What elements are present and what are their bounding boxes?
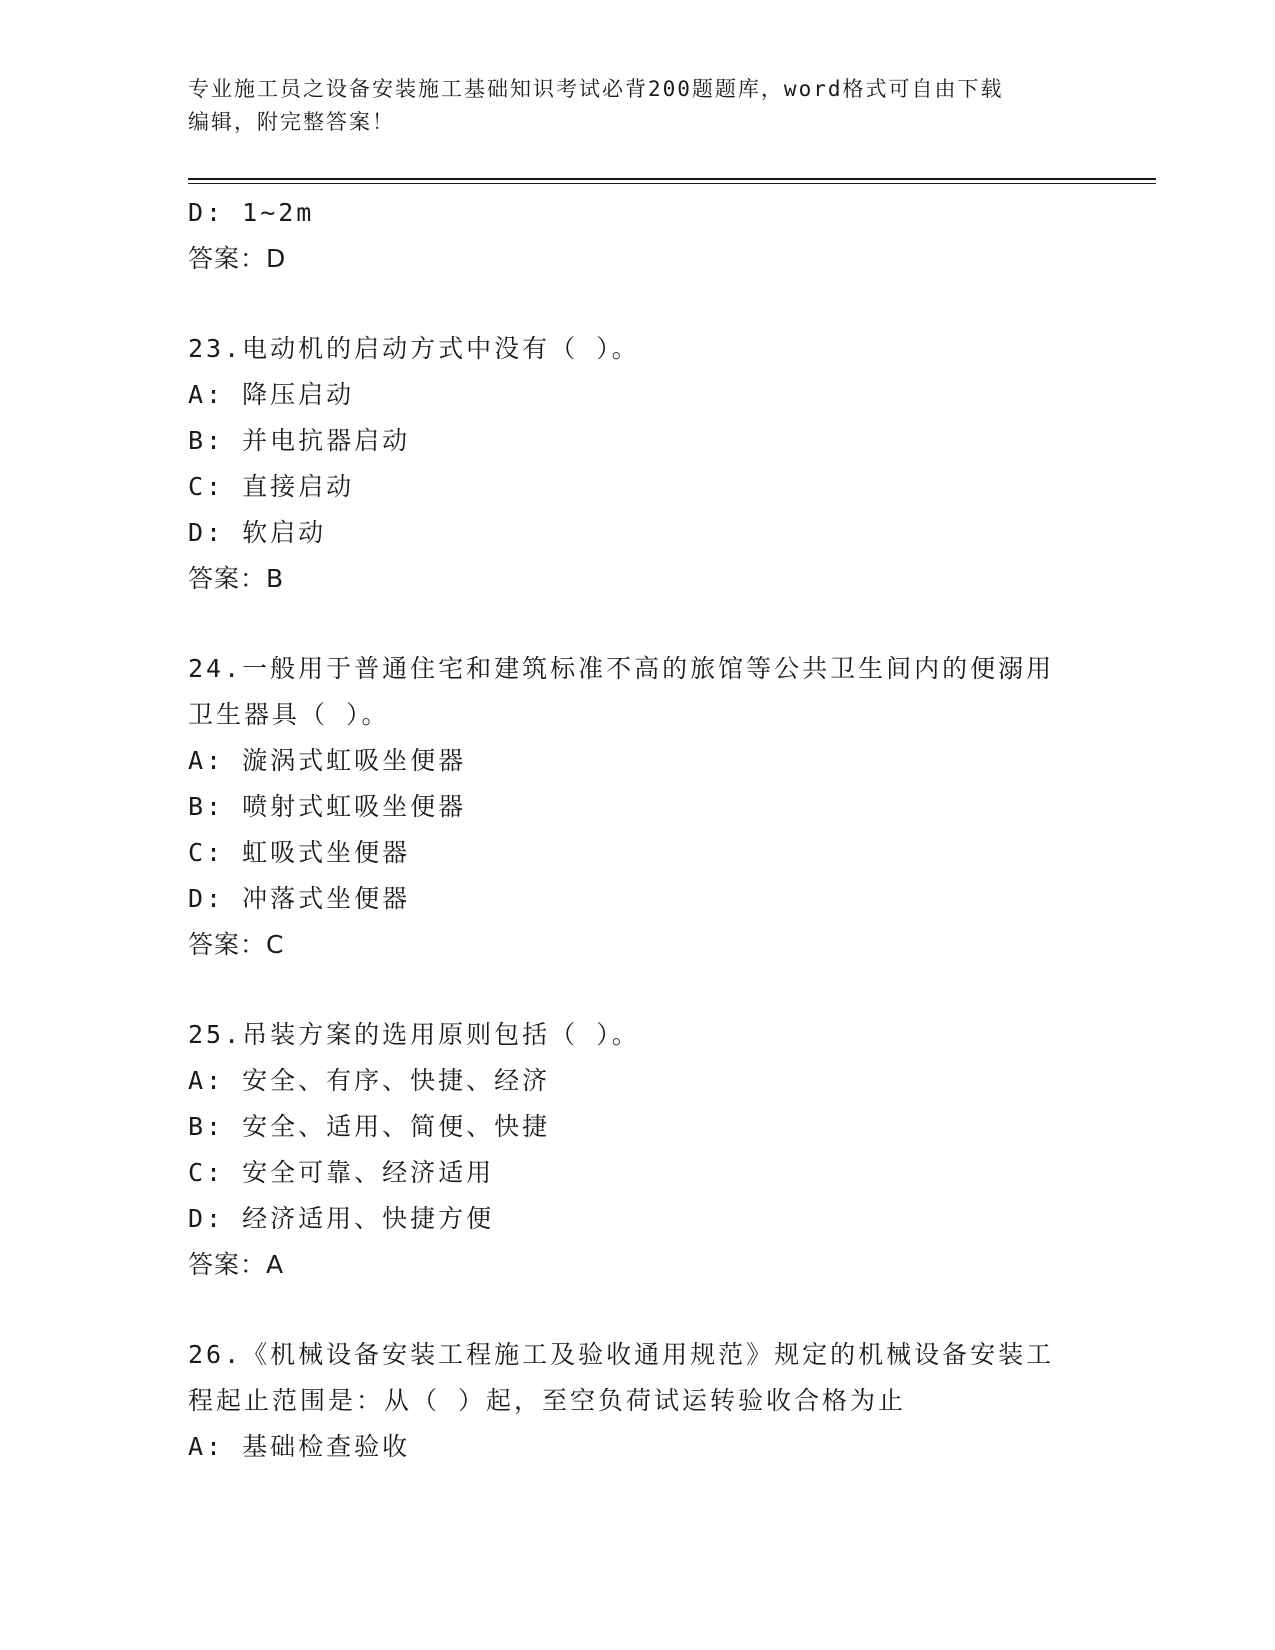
answer-line: 答案：D: [188, 244, 287, 273]
header-divider-thick: [188, 178, 1156, 180]
option-a: A: 安全、有序、快捷、经济: [188, 1066, 551, 1095]
option-c: C: 虹吸式坐便器: [188, 838, 411, 867]
question-list: [188, 190, 1088, 1470]
answer-line: 答案：B: [188, 564, 285, 593]
question-title-line-2: 程起止范围是：从（ ）起，至空负荷试运转验收合格为止: [188, 1386, 907, 1415]
option-d: D: 1~2m: [188, 198, 315, 227]
option-a: A: 降压启动: [188, 380, 355, 409]
question-title-line-2: 卫生器具（ ）。: [188, 700, 390, 729]
option-b: B: 喷射式虹吸坐便器: [188, 792, 467, 821]
header-title-line-2: 编辑，附完整答案！: [188, 110, 395, 134]
option-c: C: 直接启动: [188, 472, 355, 501]
option-d: D: 软启动: [188, 518, 327, 547]
question-24: [188, 646, 1088, 968]
option-b: B: 安全、适用、简便、快捷: [188, 1112, 551, 1141]
question-23: [188, 326, 1088, 602]
page-header: [188, 73, 1088, 139]
header-title-line-1: 专业施工员之设备安装施工基础知识考试必背200题题库，word格式可自由下载: [188, 77, 1004, 101]
option-d: D: 经济适用、快捷方便: [188, 1204, 495, 1233]
question-25: [188, 1012, 1088, 1288]
question-title-line-1: 26.《机械设备安装工程施工及验收通用规范》规定的机械设备安装工: [188, 1340, 1055, 1369]
option-d: D: 冲落式坐便器: [188, 884, 411, 913]
question-22-tail: [188, 190, 1088, 282]
question-title: 25.吊装方案的选用原则包括（ ）。: [188, 1020, 640, 1049]
answer-line: 答案：C: [188, 930, 285, 959]
answer-line: 答案：A: [188, 1250, 285, 1279]
question-title-line-1: 24.一般用于普通住宅和建筑标准不高的旅馆等公共卫生间内的便溺用: [188, 654, 1055, 683]
question-title: 23.电动机的启动方式中没有（ ）。: [188, 334, 640, 363]
option-b: B: 并电抗器启动: [188, 426, 411, 455]
option-a: A: 漩涡式虹吸坐便器: [188, 746, 467, 775]
option-c: C: 安全可靠、经济适用: [188, 1158, 495, 1187]
question-26: [188, 1332, 1088, 1470]
header-divider-thin: [188, 183, 1156, 184]
option-a: A: 基础检查验收: [188, 1432, 411, 1461]
